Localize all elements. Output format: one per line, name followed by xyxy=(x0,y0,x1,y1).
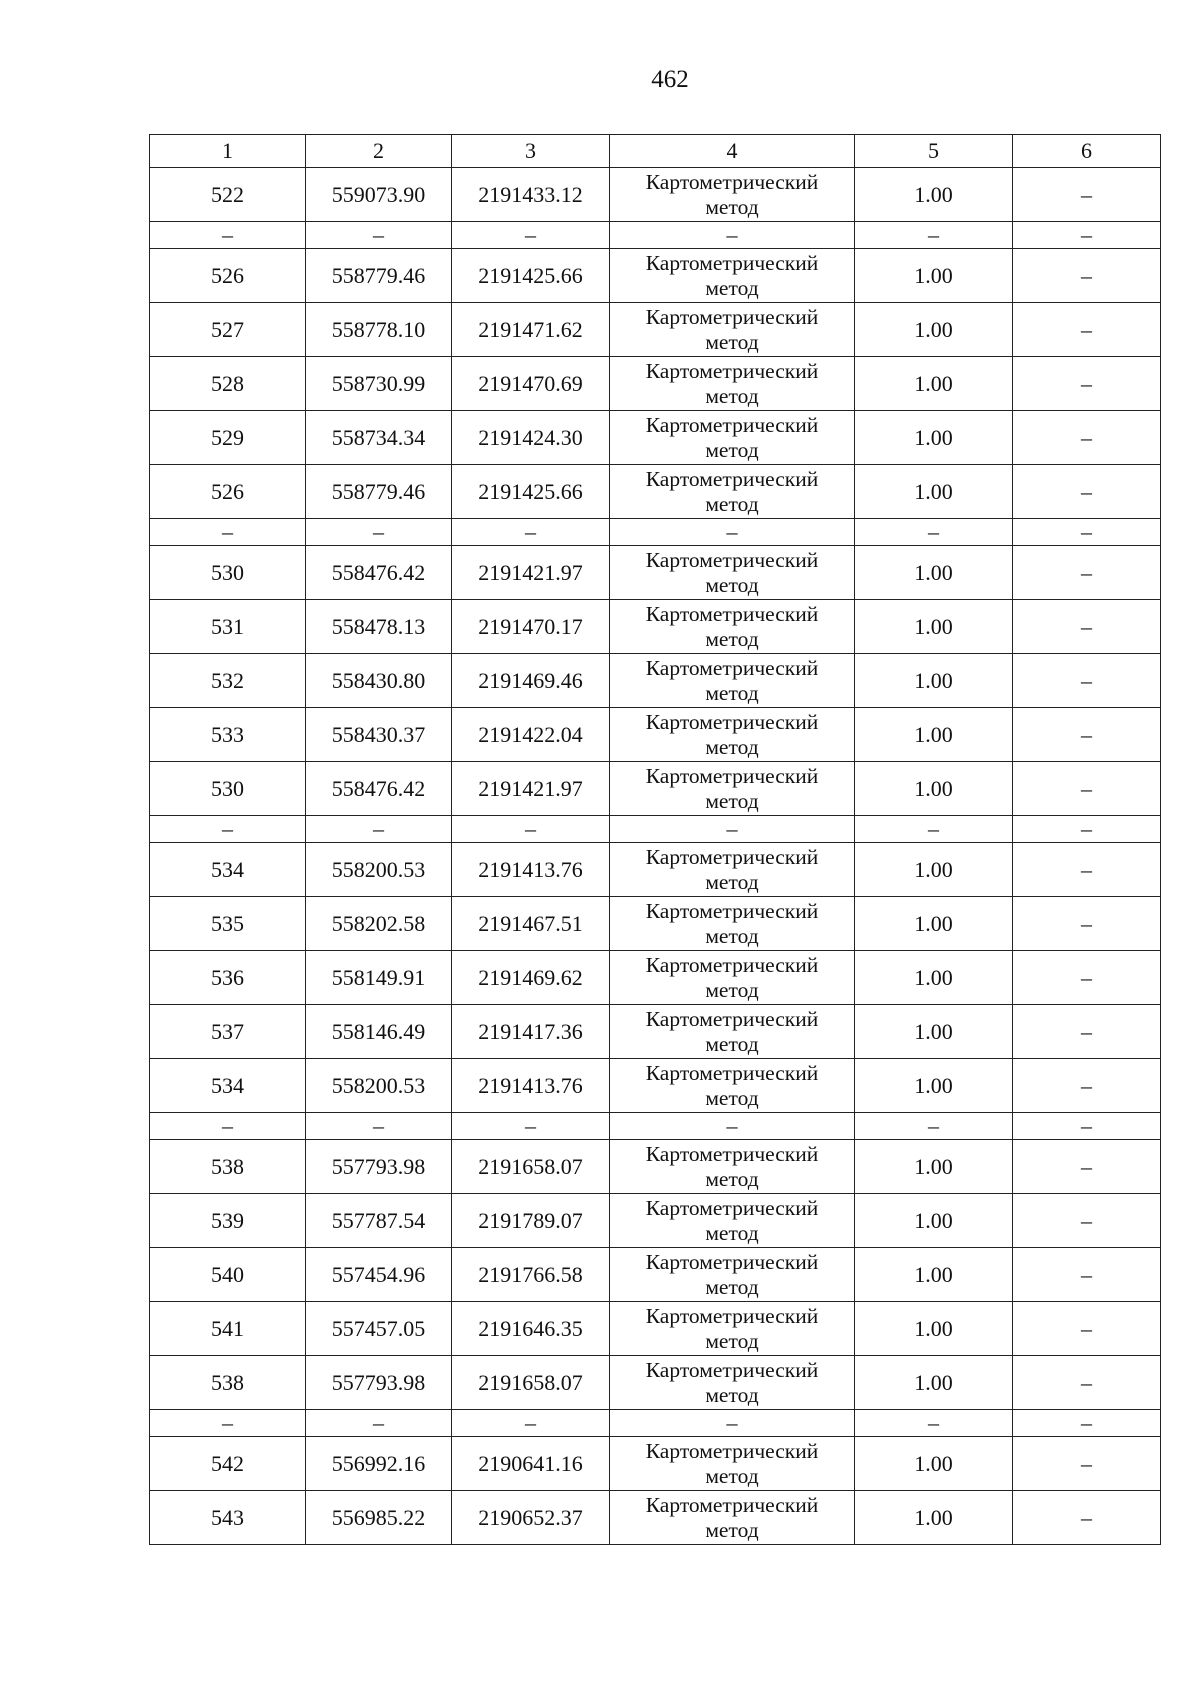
method-cell xyxy=(610,303,855,357)
point-number-cell: 541 xyxy=(150,1302,306,1356)
method-line-2: метод xyxy=(705,1166,759,1191)
method-cell xyxy=(610,600,855,654)
method-line-2: метод xyxy=(705,734,759,759)
table-row xyxy=(150,465,1161,519)
y-coordinate-cell: 2191425.66 xyxy=(452,465,610,519)
description-cell: – xyxy=(1013,168,1161,222)
description-cell: – xyxy=(1013,843,1161,897)
table-row xyxy=(150,1194,1161,1248)
y-coordinate-cell: 2191658.07 xyxy=(452,1356,610,1410)
y-coordinate-cell: 2191421.97 xyxy=(452,546,610,600)
separator-cell: – xyxy=(306,1410,452,1437)
table-body xyxy=(150,135,1161,1545)
accuracy-cell: 1.00 xyxy=(855,708,1013,762)
method-line-1: Картометрический xyxy=(645,250,819,275)
y-coordinate-cell: 2191470.17 xyxy=(452,600,610,654)
y-coordinate-cell: 2191422.04 xyxy=(452,708,610,762)
method-cell xyxy=(610,708,855,762)
description-cell: – xyxy=(1013,654,1161,708)
y-coordinate-cell: 2191789.07 xyxy=(452,1194,610,1248)
accuracy-cell: 1.00 xyxy=(855,546,1013,600)
description-cell: – xyxy=(1013,951,1161,1005)
x-coordinate-cell: 558200.53 xyxy=(306,1059,452,1113)
y-coordinate-cell: 2191413.76 xyxy=(452,843,610,897)
description-cell: – xyxy=(1013,1140,1161,1194)
method-line-2: метод xyxy=(705,1220,759,1245)
x-coordinate-cell: 557454.96 xyxy=(306,1248,452,1302)
x-coordinate-cell: 558730.99 xyxy=(306,357,452,411)
y-coordinate-cell: 2191424.30 xyxy=(452,411,610,465)
description-cell: – xyxy=(1013,897,1161,951)
x-coordinate-cell: 558734.34 xyxy=(306,411,452,465)
accuracy-cell: 1.00 xyxy=(855,1248,1013,1302)
separator-cell: – xyxy=(1013,1113,1161,1140)
separator-cell: – xyxy=(855,222,1013,249)
x-coordinate-cell: 557793.98 xyxy=(306,1356,452,1410)
accuracy-cell: 1.00 xyxy=(855,1437,1013,1491)
separator-row xyxy=(150,816,1161,843)
point-number-cell: 529 xyxy=(150,411,306,465)
point-number-cell: 533 xyxy=(150,708,306,762)
y-coordinate-cell: 2191469.62 xyxy=(452,951,610,1005)
method-cell xyxy=(610,762,855,816)
separator-cell: – xyxy=(610,1410,855,1437)
separator-cell: – xyxy=(452,1410,610,1437)
method-cell xyxy=(610,1302,855,1356)
description-cell: – xyxy=(1013,465,1161,519)
separator-cell: – xyxy=(610,1113,855,1140)
method-line-2: метод xyxy=(705,194,759,219)
separator-cell: – xyxy=(452,222,610,249)
accuracy-cell: 1.00 xyxy=(855,1059,1013,1113)
method-cell xyxy=(610,1491,855,1545)
point-number-cell: 537 xyxy=(150,1005,306,1059)
table-row xyxy=(150,249,1161,303)
method-line-2: метод xyxy=(705,923,759,948)
description-cell: – xyxy=(1013,762,1161,816)
method-line-1: Картометрический xyxy=(645,1060,819,1085)
column-header: 2 xyxy=(306,135,452,168)
method-line-1: Картометрический xyxy=(645,844,819,869)
separator-cell: – xyxy=(610,222,855,249)
separator-cell: – xyxy=(855,519,1013,546)
method-cell xyxy=(610,951,855,1005)
method-cell xyxy=(610,168,855,222)
method-line-2: метод xyxy=(705,977,759,1002)
method-line-2: метод xyxy=(705,1517,759,1542)
accuracy-cell: 1.00 xyxy=(855,168,1013,222)
method-line-1: Картометрический xyxy=(645,1141,819,1166)
x-coordinate-cell: 558200.53 xyxy=(306,843,452,897)
separator-cell: – xyxy=(855,1113,1013,1140)
method-line-2: метод xyxy=(705,788,759,813)
accuracy-cell: 1.00 xyxy=(855,1356,1013,1410)
y-coordinate-cell: 2191413.76 xyxy=(452,1059,610,1113)
y-coordinate-cell: 2191766.58 xyxy=(452,1248,610,1302)
table-row xyxy=(150,762,1161,816)
point-number-cell: 540 xyxy=(150,1248,306,1302)
accuracy-cell: 1.00 xyxy=(855,303,1013,357)
x-coordinate-cell: 558779.46 xyxy=(306,465,452,519)
accuracy-cell: 1.00 xyxy=(855,654,1013,708)
description-cell: – xyxy=(1013,1302,1161,1356)
separator-cell: – xyxy=(306,1113,452,1140)
method-line-2: метод xyxy=(705,491,759,516)
description-cell: – xyxy=(1013,546,1161,600)
accuracy-cell: 1.00 xyxy=(855,1491,1013,1545)
method-line-1: Картометрический xyxy=(645,169,819,194)
method-line-1: Картометрический xyxy=(645,1357,819,1382)
description-cell: – xyxy=(1013,1005,1161,1059)
separator-cell: – xyxy=(150,519,306,546)
table-row xyxy=(150,708,1161,762)
method-line-2: метод xyxy=(705,1274,759,1299)
coordinates-table xyxy=(149,134,1161,1545)
x-coordinate-cell: 558149.91 xyxy=(306,951,452,1005)
separator-cell: – xyxy=(1013,1410,1161,1437)
accuracy-cell: 1.00 xyxy=(855,1194,1013,1248)
table-row xyxy=(150,1005,1161,1059)
point-number-cell: 526 xyxy=(150,249,306,303)
point-number-cell: 530 xyxy=(150,762,306,816)
description-cell: – xyxy=(1013,600,1161,654)
separator-row xyxy=(150,519,1161,546)
method-cell xyxy=(610,897,855,951)
table-row xyxy=(150,951,1161,1005)
x-coordinate-cell: 556992.16 xyxy=(306,1437,452,1491)
column-header: 4 xyxy=(610,135,855,168)
x-coordinate-cell: 558478.13 xyxy=(306,600,452,654)
description-cell: – xyxy=(1013,1491,1161,1545)
method-cell xyxy=(610,1356,855,1410)
x-coordinate-cell: 559073.90 xyxy=(306,168,452,222)
point-number-cell: 536 xyxy=(150,951,306,1005)
separator-cell: – xyxy=(306,222,452,249)
method-line-1: Картометрический xyxy=(645,763,819,788)
method-line-1: Картометрический xyxy=(645,1303,819,1328)
accuracy-cell: 1.00 xyxy=(855,357,1013,411)
x-coordinate-cell: 558476.42 xyxy=(306,546,452,600)
method-line-1: Картометрический xyxy=(645,952,819,977)
accuracy-cell: 1.00 xyxy=(855,897,1013,951)
method-cell xyxy=(610,843,855,897)
description-cell: – xyxy=(1013,708,1161,762)
description-cell: – xyxy=(1013,411,1161,465)
y-coordinate-cell: 2191433.12 xyxy=(452,168,610,222)
separator-cell: – xyxy=(1013,816,1161,843)
x-coordinate-cell: 558430.80 xyxy=(306,654,452,708)
accuracy-cell: 1.00 xyxy=(855,1005,1013,1059)
accuracy-cell: 1.00 xyxy=(855,411,1013,465)
column-header: 1 xyxy=(150,135,306,168)
accuracy-cell: 1.00 xyxy=(855,843,1013,897)
method-line-1: Картометрический xyxy=(645,1438,819,1463)
point-number-cell: 535 xyxy=(150,897,306,951)
description-cell: – xyxy=(1013,357,1161,411)
x-coordinate-cell: 558430.37 xyxy=(306,708,452,762)
y-coordinate-cell: 2191471.62 xyxy=(452,303,610,357)
point-number-cell: 530 xyxy=(150,546,306,600)
column-header: 5 xyxy=(855,135,1013,168)
method-cell xyxy=(610,1194,855,1248)
accuracy-cell: 1.00 xyxy=(855,951,1013,1005)
method-line-1: Картометрический xyxy=(645,412,819,437)
method-cell xyxy=(610,465,855,519)
method-line-1: Картометрический xyxy=(645,304,819,329)
method-line-1: Картометрический xyxy=(645,466,819,491)
method-line-2: метод xyxy=(705,572,759,597)
y-coordinate-cell: 2191646.35 xyxy=(452,1302,610,1356)
description-cell: – xyxy=(1013,1059,1161,1113)
y-coordinate-cell: 2191425.66 xyxy=(452,249,610,303)
point-number-cell: 543 xyxy=(150,1491,306,1545)
description-cell: – xyxy=(1013,249,1161,303)
table-row xyxy=(150,600,1161,654)
method-line-2: метод xyxy=(705,626,759,651)
method-line-2: метод xyxy=(705,680,759,705)
table-row xyxy=(150,1356,1161,1410)
separator-cell: – xyxy=(150,1410,306,1437)
method-line-2: метод xyxy=(705,275,759,300)
method-line-2: метод xyxy=(705,383,759,408)
point-number-cell: 526 xyxy=(150,465,306,519)
table-row xyxy=(150,654,1161,708)
separator-row xyxy=(150,222,1161,249)
table-row xyxy=(150,1491,1161,1545)
column-header: 3 xyxy=(452,135,610,168)
point-number-cell: 534 xyxy=(150,1059,306,1113)
method-line-1: Картометрический xyxy=(645,1006,819,1031)
method-cell xyxy=(610,546,855,600)
table-row xyxy=(150,1437,1161,1491)
page-number: 462 xyxy=(651,66,689,93)
separator-row xyxy=(150,1410,1161,1437)
header-row xyxy=(150,135,1161,168)
point-number-cell: 534 xyxy=(150,843,306,897)
table-row xyxy=(150,1302,1161,1356)
separator-cell: – xyxy=(452,519,610,546)
table-row xyxy=(150,1059,1161,1113)
table-row xyxy=(150,1248,1161,1302)
x-coordinate-cell: 558202.58 xyxy=(306,897,452,951)
separator-cell: – xyxy=(610,519,855,546)
y-coordinate-cell: 2191658.07 xyxy=(452,1140,610,1194)
column-header: 6 xyxy=(1013,135,1161,168)
separator-cell: – xyxy=(150,1113,306,1140)
method-line-1: Картометрический xyxy=(645,709,819,734)
separator-cell: – xyxy=(306,519,452,546)
separator-cell: – xyxy=(306,816,452,843)
table-row xyxy=(150,843,1161,897)
separator-row xyxy=(150,1113,1161,1140)
accuracy-cell: 1.00 xyxy=(855,1302,1013,1356)
y-coordinate-cell: 2191470.69 xyxy=(452,357,610,411)
separator-cell: – xyxy=(150,222,306,249)
method-line-1: Картометрический xyxy=(645,1195,819,1220)
y-coordinate-cell: 2190652.37 xyxy=(452,1491,610,1545)
method-line-2: метод xyxy=(705,1463,759,1488)
method-line-2: метод xyxy=(705,1328,759,1353)
description-cell: – xyxy=(1013,303,1161,357)
accuracy-cell: 1.00 xyxy=(855,465,1013,519)
table-row xyxy=(150,897,1161,951)
point-number-cell: 538 xyxy=(150,1356,306,1410)
point-number-cell: 522 xyxy=(150,168,306,222)
point-number-cell: 538 xyxy=(150,1140,306,1194)
point-number-cell: 542 xyxy=(150,1437,306,1491)
method-line-2: метод xyxy=(705,869,759,894)
method-line-1: Картометрический xyxy=(645,1249,819,1274)
x-coordinate-cell: 558778.10 xyxy=(306,303,452,357)
description-cell: – xyxy=(1013,1194,1161,1248)
method-cell xyxy=(610,1059,855,1113)
method-cell xyxy=(610,654,855,708)
point-number-cell: 528 xyxy=(150,357,306,411)
x-coordinate-cell: 557793.98 xyxy=(306,1140,452,1194)
method-cell xyxy=(610,249,855,303)
y-coordinate-cell: 2191467.51 xyxy=(452,897,610,951)
y-coordinate-cell: 2191417.36 xyxy=(452,1005,610,1059)
y-coordinate-cell: 2191469.46 xyxy=(452,654,610,708)
method-line-2: метод xyxy=(705,437,759,462)
separator-cell: – xyxy=(1013,519,1161,546)
separator-cell: – xyxy=(150,816,306,843)
accuracy-cell: 1.00 xyxy=(855,1140,1013,1194)
method-cell xyxy=(610,1437,855,1491)
separator-cell: – xyxy=(452,816,610,843)
x-coordinate-cell: 557787.54 xyxy=(306,1194,452,1248)
table-row xyxy=(150,1140,1161,1194)
x-coordinate-cell: 558476.42 xyxy=(306,762,452,816)
x-coordinate-cell: 556985.22 xyxy=(306,1491,452,1545)
table-row xyxy=(150,168,1161,222)
y-coordinate-cell: 2191421.97 xyxy=(452,762,610,816)
accuracy-cell: 1.00 xyxy=(855,600,1013,654)
description-cell: – xyxy=(1013,1248,1161,1302)
method-line-1: Картометрический xyxy=(645,898,819,923)
method-cell xyxy=(610,1140,855,1194)
y-coordinate-cell: 2190641.16 xyxy=(452,1437,610,1491)
method-line-2: метод xyxy=(705,1085,759,1110)
separator-cell: – xyxy=(855,816,1013,843)
point-number-cell: 531 xyxy=(150,600,306,654)
description-cell: – xyxy=(1013,1437,1161,1491)
method-cell xyxy=(610,1005,855,1059)
separator-cell: – xyxy=(610,816,855,843)
description-cell: – xyxy=(1013,1356,1161,1410)
point-number-cell: 527 xyxy=(150,303,306,357)
method-line-2: метод xyxy=(705,329,759,354)
separator-cell: – xyxy=(855,1410,1013,1437)
table-row xyxy=(150,357,1161,411)
point-number-cell: 539 xyxy=(150,1194,306,1248)
table-row xyxy=(150,303,1161,357)
method-line-1: Картометрический xyxy=(645,655,819,680)
table-row xyxy=(150,411,1161,465)
separator-cell: – xyxy=(452,1113,610,1140)
method-line-1: Картометрический xyxy=(645,1492,819,1517)
method-cell xyxy=(610,411,855,465)
method-cell xyxy=(610,1248,855,1302)
point-number-cell: 532 xyxy=(150,654,306,708)
method-line-1: Картометрический xyxy=(645,358,819,383)
method-line-2: метод xyxy=(705,1382,759,1407)
method-cell xyxy=(610,357,855,411)
x-coordinate-cell: 558146.49 xyxy=(306,1005,452,1059)
method-line-2: метод xyxy=(705,1031,759,1056)
accuracy-cell: 1.00 xyxy=(855,249,1013,303)
x-coordinate-cell: 557457.05 xyxy=(306,1302,452,1356)
separator-cell: – xyxy=(1013,222,1161,249)
table-row xyxy=(150,546,1161,600)
method-line-1: Картометрический xyxy=(645,547,819,572)
accuracy-cell: 1.00 xyxy=(855,762,1013,816)
method-line-1: Картометрический xyxy=(645,601,819,626)
x-coordinate-cell: 558779.46 xyxy=(306,249,452,303)
